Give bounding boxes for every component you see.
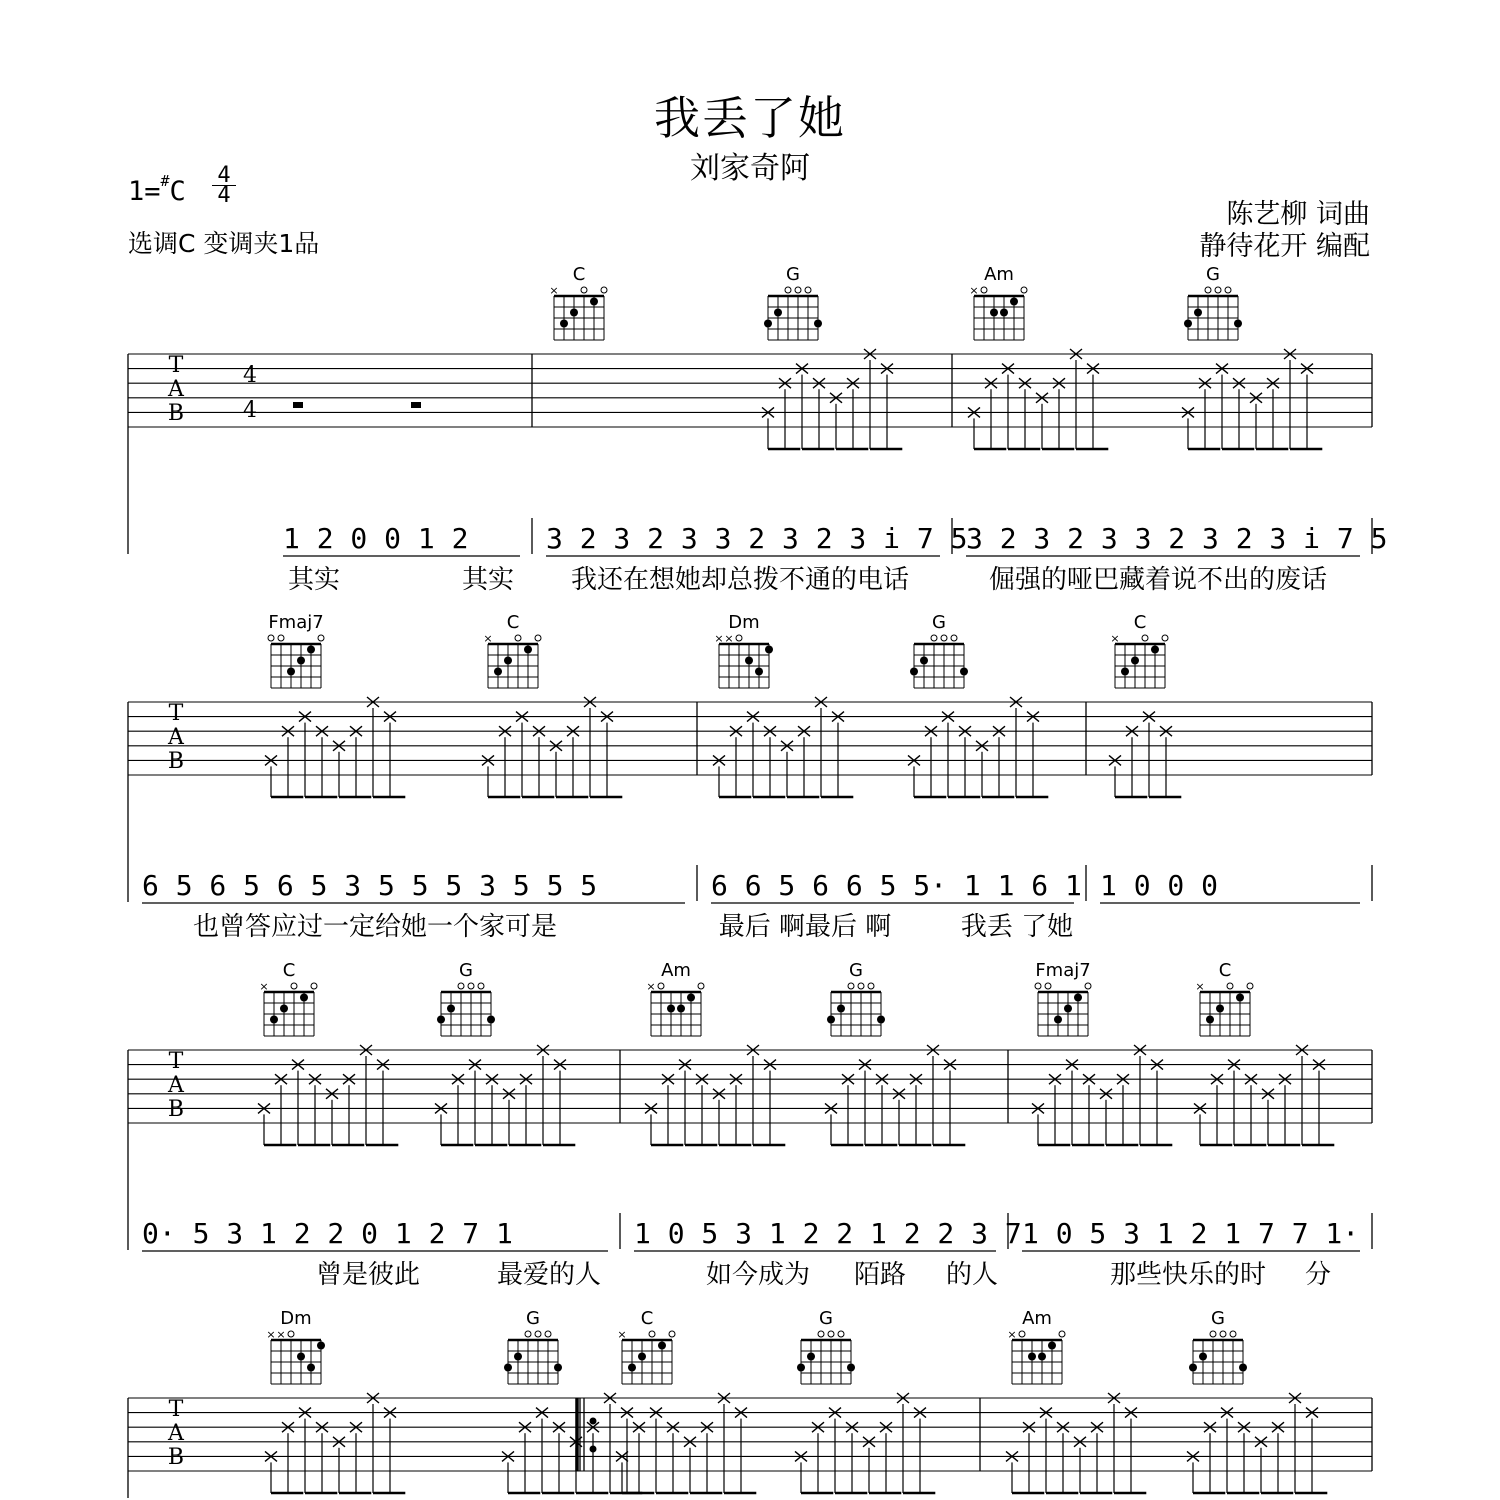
finger-dot bbox=[847, 1364, 855, 1372]
finger-dot bbox=[1236, 994, 1244, 1002]
muted-string-marker: × bbox=[276, 1328, 286, 1341]
finger-dot bbox=[1038, 1353, 1046, 1361]
open-string-marker bbox=[278, 635, 284, 641]
chord-name: C bbox=[1133, 612, 1147, 633]
muted-string-marker: × bbox=[724, 632, 734, 645]
credit-lyrics: 陈艺柳 词曲 bbox=[1226, 199, 1370, 230]
finger-dot bbox=[504, 1364, 512, 1372]
finger-dot bbox=[447, 1005, 455, 1013]
open-string-marker bbox=[318, 635, 324, 641]
open-string-marker bbox=[468, 983, 474, 989]
tab-clef-letter: T bbox=[168, 353, 184, 378]
lyric-phrase: 最爱的人 bbox=[496, 1260, 602, 1290]
finger-dot bbox=[877, 1016, 885, 1024]
chord-name: C bbox=[572, 264, 586, 285]
lyric-phrase: 如今成为 bbox=[705, 1260, 811, 1290]
open-string-marker bbox=[601, 287, 607, 293]
key-note: C bbox=[169, 176, 186, 207]
jianpu-measure: 0· 5 3 1 2 2 0 1 2 7 1 bbox=[142, 1217, 513, 1250]
lyric-phrase: 那些快乐的时 bbox=[1109, 1260, 1267, 1290]
finger-dot bbox=[297, 657, 305, 665]
song-artist: 刘家奇阿 bbox=[690, 151, 810, 186]
open-string-marker bbox=[736, 635, 742, 641]
tab-clef-letter: T bbox=[168, 1049, 184, 1074]
finger-dot bbox=[797, 1364, 805, 1372]
tab-clef-letter: T bbox=[168, 1397, 184, 1422]
open-string-marker bbox=[288, 1331, 294, 1337]
tab-clef-letter: A bbox=[168, 1073, 184, 1098]
chord-name: G bbox=[1211, 1308, 1225, 1329]
finger-dot bbox=[1000, 309, 1008, 317]
finger-dot bbox=[300, 994, 308, 1002]
open-string-marker bbox=[581, 287, 587, 293]
finger-dot bbox=[494, 668, 502, 676]
finger-dot bbox=[990, 309, 998, 317]
chord-name: Am bbox=[661, 960, 691, 981]
finger-dot bbox=[1074, 994, 1082, 1002]
jianpu-measure: 6 6 5 6 6 5 5· 1 1 6 1 bbox=[711, 869, 1082, 902]
tab-clef-letter: T bbox=[168, 701, 184, 726]
open-string-marker bbox=[268, 635, 274, 641]
tab-clef-letter: A bbox=[168, 1421, 184, 1446]
finger-dot bbox=[1239, 1364, 1247, 1372]
jianpu-measure: 1 2 0 0 1 2 bbox=[283, 522, 469, 555]
finger-dot bbox=[1028, 1353, 1036, 1361]
open-string-marker bbox=[1162, 635, 1168, 641]
muted-string-marker: × bbox=[646, 980, 656, 993]
finger-dot bbox=[687, 994, 695, 1002]
finger-dot bbox=[1064, 1005, 1072, 1013]
finger-dot bbox=[524, 646, 532, 654]
open-string-marker bbox=[848, 983, 854, 989]
chord-name: G bbox=[526, 1308, 540, 1329]
sharp-sign: # bbox=[160, 172, 170, 190]
finger-dot bbox=[1194, 309, 1202, 317]
lyric-phrase: 我丢 了她 bbox=[960, 912, 1074, 942]
muted-string-marker: × bbox=[483, 632, 493, 645]
finger-dot bbox=[514, 1353, 522, 1361]
finger-dot bbox=[554, 1364, 562, 1372]
open-string-marker bbox=[658, 983, 664, 989]
open-string-marker bbox=[669, 1331, 675, 1337]
finger-dot bbox=[658, 1342, 666, 1350]
open-string-marker bbox=[931, 635, 937, 641]
open-string-marker bbox=[805, 287, 811, 293]
finger-dot bbox=[774, 309, 782, 317]
open-string-marker bbox=[1085, 983, 1091, 989]
finger-dot bbox=[317, 1342, 325, 1350]
open-string-marker bbox=[545, 1331, 551, 1337]
tab-time-sig-top: 4 bbox=[243, 363, 257, 388]
finger-dot bbox=[814, 320, 822, 328]
open-string-marker bbox=[535, 1331, 541, 1337]
finger-dot bbox=[667, 1005, 675, 1013]
open-string-marker bbox=[1215, 287, 1221, 293]
lyric-phrase: 其实 bbox=[461, 565, 515, 595]
tab-clef-letter: B bbox=[167, 401, 185, 426]
muted-string-marker: × bbox=[617, 1328, 627, 1341]
chord-name: Fmaj7 bbox=[268, 612, 324, 633]
open-string-marker bbox=[795, 287, 801, 293]
chord-name: G bbox=[849, 960, 863, 981]
muted-string-marker: × bbox=[266, 1328, 276, 1341]
chord-name: G bbox=[786, 264, 800, 285]
open-string-marker bbox=[1227, 983, 1233, 989]
lyric-phrase: 其实 bbox=[287, 565, 341, 595]
muted-string-marker: × bbox=[714, 632, 724, 645]
open-string-marker bbox=[1247, 983, 1253, 989]
open-string-marker bbox=[525, 1331, 531, 1337]
tab-time-sig-bottom: 4 bbox=[243, 398, 257, 423]
finger-dot bbox=[960, 668, 968, 676]
open-string-marker bbox=[838, 1331, 844, 1337]
open-string-marker bbox=[1230, 1331, 1236, 1337]
chord-name: Am bbox=[1022, 1308, 1052, 1329]
finger-dot bbox=[437, 1016, 445, 1024]
open-string-marker bbox=[291, 983, 297, 989]
finger-dot bbox=[745, 657, 753, 665]
finger-dot bbox=[1234, 320, 1242, 328]
finger-dot bbox=[1184, 320, 1192, 328]
credit-arrange: 静待花开 编配 bbox=[1199, 231, 1370, 262]
chord-name: G bbox=[1206, 264, 1220, 285]
open-string-marker bbox=[535, 635, 541, 641]
muted-string-marker: × bbox=[1007, 1328, 1017, 1341]
muted-string-marker: × bbox=[259, 980, 269, 993]
finger-dot bbox=[764, 320, 772, 328]
open-string-marker bbox=[981, 287, 987, 293]
finger-dot bbox=[570, 309, 578, 317]
tab-clef-letter: B bbox=[167, 1097, 185, 1122]
chord-name: G bbox=[819, 1308, 833, 1329]
finger-dot bbox=[487, 1016, 495, 1024]
chord-name: G bbox=[459, 960, 473, 981]
chord-name: C bbox=[282, 960, 296, 981]
finger-dot bbox=[755, 668, 763, 676]
chord-name: Dm bbox=[728, 612, 760, 633]
open-string-marker bbox=[1059, 1331, 1065, 1337]
finger-dot bbox=[1216, 1005, 1224, 1013]
finger-dot bbox=[287, 668, 295, 676]
finger-dot bbox=[270, 1016, 278, 1024]
open-string-marker bbox=[649, 1331, 655, 1337]
lyric-phrase: 曾是彼此 bbox=[315, 1260, 421, 1290]
chord-name: Am bbox=[984, 264, 1014, 285]
tab-clef-letter: A bbox=[168, 377, 184, 402]
song-title: 我丢了她 bbox=[654, 91, 846, 145]
chord-name: C bbox=[640, 1308, 654, 1329]
open-string-marker bbox=[458, 983, 464, 989]
chord-name: C bbox=[506, 612, 520, 633]
finger-dot bbox=[560, 320, 568, 328]
muted-string-marker: × bbox=[549, 284, 559, 297]
finger-dot bbox=[638, 1353, 646, 1361]
finger-dot bbox=[677, 1005, 685, 1013]
lyric-phrase: 我还在想她却总拨不通的电话 bbox=[570, 565, 910, 595]
lyric-phrase: 也曾答应过一定给她一个家可是 bbox=[192, 912, 558, 942]
finger-dot bbox=[628, 1364, 636, 1372]
open-string-marker bbox=[698, 983, 704, 989]
finger-dot bbox=[837, 1005, 845, 1013]
finger-dot bbox=[590, 298, 598, 306]
open-string-marker bbox=[311, 983, 317, 989]
finger-dot bbox=[1121, 668, 1129, 676]
tab-clef-letter: B bbox=[167, 749, 185, 774]
finger-dot bbox=[765, 646, 773, 654]
chord-name: C bbox=[1218, 960, 1232, 981]
chord-name: Dm bbox=[280, 1308, 312, 1329]
lyric-phrase: 陌路 bbox=[853, 1260, 907, 1290]
lyric-phrase: 最后 啊最后 啊 bbox=[718, 912, 892, 942]
lyric-phrase: 倔强的哑巴藏着说不出的废话 bbox=[988, 565, 1328, 595]
open-string-marker bbox=[1045, 983, 1051, 989]
finger-dot bbox=[1048, 1342, 1056, 1350]
finger-dot bbox=[1010, 298, 1018, 306]
open-string-marker bbox=[828, 1331, 834, 1337]
open-string-marker bbox=[1225, 287, 1231, 293]
finger-dot bbox=[1054, 1016, 1062, 1024]
rest-mark bbox=[411, 402, 421, 408]
jianpu-measure: 3 2 3 2 3 3 2 3 2 3 i 7 5 bbox=[546, 522, 968, 555]
open-string-marker bbox=[1205, 287, 1211, 293]
finger-dot bbox=[1206, 1016, 1214, 1024]
time-sig-top: 4 bbox=[217, 163, 231, 188]
open-string-marker bbox=[785, 287, 791, 293]
finger-dot bbox=[504, 657, 512, 665]
open-string-marker bbox=[1021, 287, 1027, 293]
finger-dot bbox=[1189, 1364, 1197, 1372]
tab-clef-letter: A bbox=[168, 725, 184, 750]
jianpu-measure: 3 2 3 2 3 3 2 3 2 3 i 7 5 bbox=[966, 522, 1388, 555]
open-string-marker bbox=[1019, 1331, 1025, 1337]
tab-clef-letter: B bbox=[167, 1445, 185, 1470]
jianpu-measure: 6 5 6 5 6 5 3 5 5 5 3 5 5 5 bbox=[142, 869, 598, 902]
finger-dot bbox=[1199, 1353, 1207, 1361]
open-string-marker bbox=[858, 983, 864, 989]
finger-dot bbox=[807, 1353, 815, 1361]
finger-dot bbox=[280, 1005, 288, 1013]
lyric-phrase: 的人 bbox=[945, 1260, 999, 1290]
open-string-marker bbox=[1220, 1331, 1226, 1337]
muted-string-marker: × bbox=[1195, 980, 1205, 993]
jianpu-measure: 1 0 5 3 1 2 2 1 2 2 3 7 bbox=[634, 1217, 1022, 1250]
finger-dot bbox=[920, 657, 928, 665]
finger-dot bbox=[297, 1353, 305, 1361]
open-string-marker bbox=[1035, 983, 1041, 989]
jianpu-measure: 1 0 0 0 bbox=[1100, 869, 1219, 902]
open-string-marker bbox=[478, 983, 484, 989]
time-sig-bottom: 4 bbox=[212, 185, 236, 205]
open-string-marker bbox=[818, 1331, 824, 1337]
muted-string-marker: × bbox=[1110, 632, 1120, 645]
repeat-dot bbox=[590, 1446, 597, 1453]
open-string-marker bbox=[951, 635, 957, 641]
finger-dot bbox=[307, 1364, 315, 1372]
finger-dot bbox=[1131, 657, 1139, 665]
repeat-dot bbox=[590, 1418, 597, 1425]
capo-note: 选调C 变调夹1品 bbox=[128, 229, 320, 258]
open-string-marker bbox=[1142, 635, 1148, 641]
chord-name: Fmaj7 bbox=[1035, 960, 1091, 981]
open-string-marker bbox=[515, 635, 521, 641]
open-string-marker bbox=[1210, 1331, 1216, 1337]
finger-dot bbox=[910, 668, 918, 676]
key-prefix: 1= bbox=[128, 176, 161, 207]
rest-mark bbox=[293, 402, 303, 408]
finger-dot bbox=[307, 646, 315, 654]
finger-dot bbox=[827, 1016, 835, 1024]
lyric-phrase: 分 bbox=[1304, 1260, 1332, 1290]
finger-dot bbox=[1151, 646, 1159, 654]
open-string-marker bbox=[941, 635, 947, 641]
muted-string-marker: × bbox=[969, 284, 979, 297]
open-string-marker bbox=[868, 983, 874, 989]
jianpu-measure: 1 0 5 3 1 2 1 7 7 1· bbox=[1022, 1217, 1360, 1250]
chord-name: G bbox=[932, 612, 946, 633]
